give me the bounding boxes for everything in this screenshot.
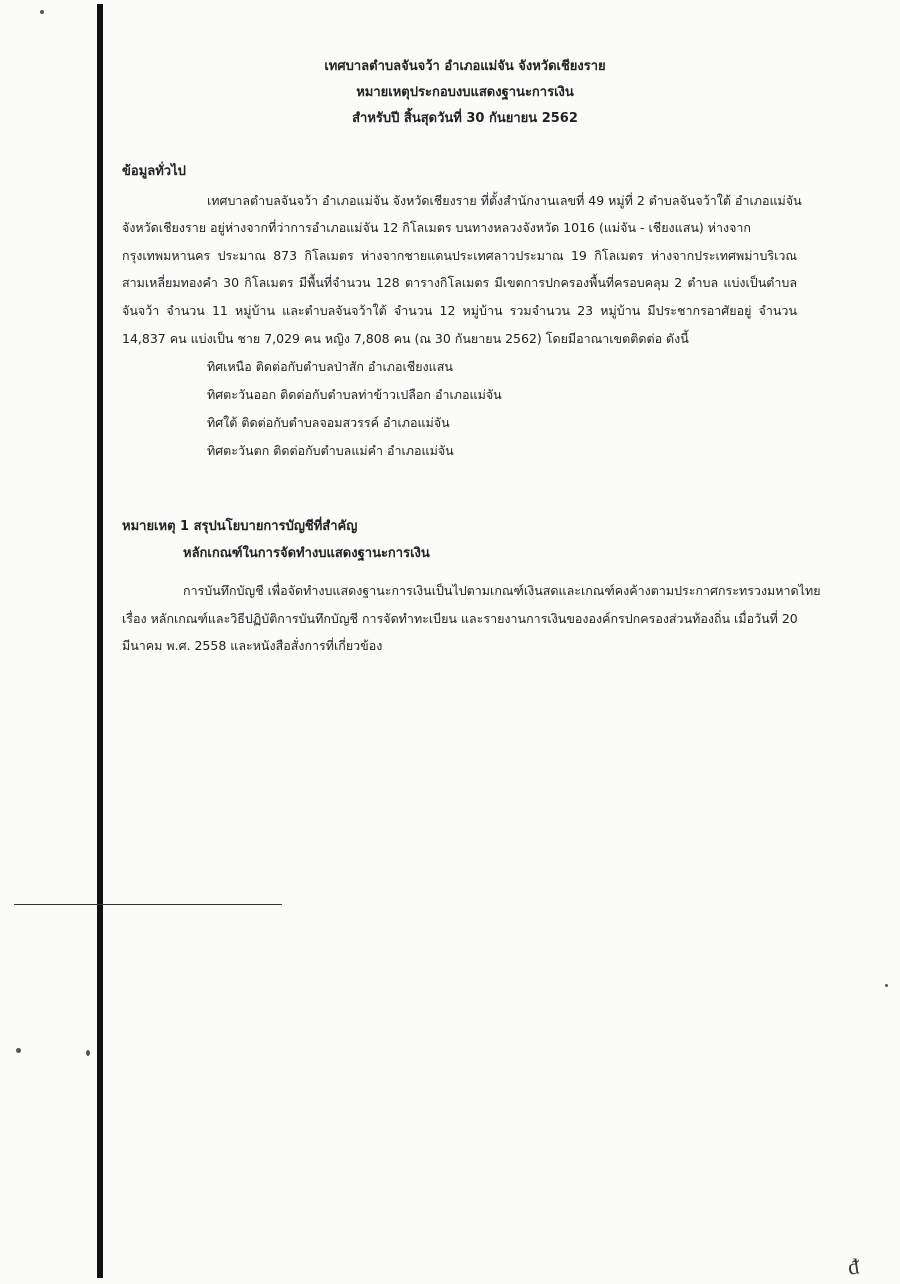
general-line: จังหวัดเชียงราย อยู่ห่างจากที่ว่าการอำเภอแม่จัน 12 กิโลเมตร บนทางหลวงจังหวัด 1016 (แม่จัน - เชียงแสน) ห่างจาก: [122, 220, 751, 235]
scan-speck: [86, 1050, 90, 1056]
boundary-west: ทิศตะวันตก ติดต่อกับตำบลแม่คำ อำเภอแม่จัน: [207, 443, 454, 458]
general-line: กรุงเทพมหานคร ประมาณ 873 กิโลเมตร ห่างจากชายแดนประเทศลาวประมาณ 19 กิโลเมตร ห่างจากประเทศพม่าบริเวณ: [122, 248, 797, 263]
note1-heading: หมายเหตุ 1 สรุปนโยบายการบัญชีที่สำคัญ: [122, 519, 358, 534]
scan-speck: [40, 10, 44, 14]
scan-speck: [885, 984, 888, 987]
boundary-north: ทิศเหนือ ติดต่อกับตำบลป่าสัก อำเภอเชียงแสน: [207, 359, 453, 374]
general-line: จันจว้า จำนวน 11 หมู่บ้าน และตำบลจันจว้าใต้ จำนวน 12 หมู่บ้าน รวมจำนวน 23 หมู่บ้าน มีประชากรอาศัยอยู่ จำนวน: [122, 303, 797, 318]
note1-line: เรื่อง หลักเกณฑ์และวิธีปฏิบัติการบันทึกบัญชี การจัดทำทะเบียน และรายงานการเงินขององค์กรปกครองส่วนท้องถิ่น เมื่อวันที่ 20: [122, 611, 798, 626]
general-line: เทศบาลตำบลจันจว้า อำเภอแม่จัน จังหวัดเชียงราย ที่ตั้งสำนักงานเลขที่ 49 หมู่ที่ 2 ตำบลจันจว้าใต้ อำเภอแม่จัน: [207, 193, 802, 208]
scan-line: [14, 904, 282, 905]
general-line: สามเหลี่ยมทองคำ 30 กิโลเมตร มีพื้นที่จำนวน 128 ตารางกิโลเมตร มีเขตการปกครองพื้นที่ครอบคลุม 2 ตำบล แบ่งเป็นตำบล: [122, 275, 797, 290]
general-line: 14,837 คน แบ่งเป็น ชาย 7,029 คน หญิง 7,808 คน (ณ 30 กันยายน 2562) โดยมีอาณาเขตติดต่อ ดังนี้: [122, 331, 689, 346]
note1-line: มีนาคม พ.ศ. 2558 และหนังสือสั่งการที่เกี่ยวข้อง: [122, 638, 383, 653]
general-heading: ข้อมูลทั่วไป: [122, 164, 186, 179]
header-line-1: เทศบาลตำบลจันจว้า อำเภอแม่จัน จังหวัดเชียงราย: [324, 59, 606, 74]
note1-line: การบันทึกบัญชี เพื่อจัดทำงบแสดงฐานะการเงินเป็นไปตามเกณฑ์เงินสดและเกณฑ์คงค้างตามประกาศกระทรวงมหาดไทย: [183, 583, 821, 598]
boundary-south: ทิศใต้ ติดต่อกับตำบลจอมสวรรค์ อำเภอแม่จัน: [207, 415, 450, 430]
header-line-3: สำหรับปี สิ้นสุดวันที่ 30 กันยายน 2562: [352, 111, 578, 126]
handwritten-initial: ᵭ: [846, 1254, 861, 1281]
boundary-east: ทิศตะวันออก ติดต่อกับตำบลท่าข้าวเปลือก อำเภอแม่จัน: [207, 387, 502, 402]
scan-speck: [16, 1048, 21, 1053]
note1-subheading: หลักเกณฑ์ในการจัดทำงบแสดงฐานะการเงิน: [183, 546, 430, 561]
binding-bar: [97, 4, 103, 1278]
header-line-2: หมายเหตุประกอบงบแสดงฐานะการเงิน: [356, 85, 574, 100]
